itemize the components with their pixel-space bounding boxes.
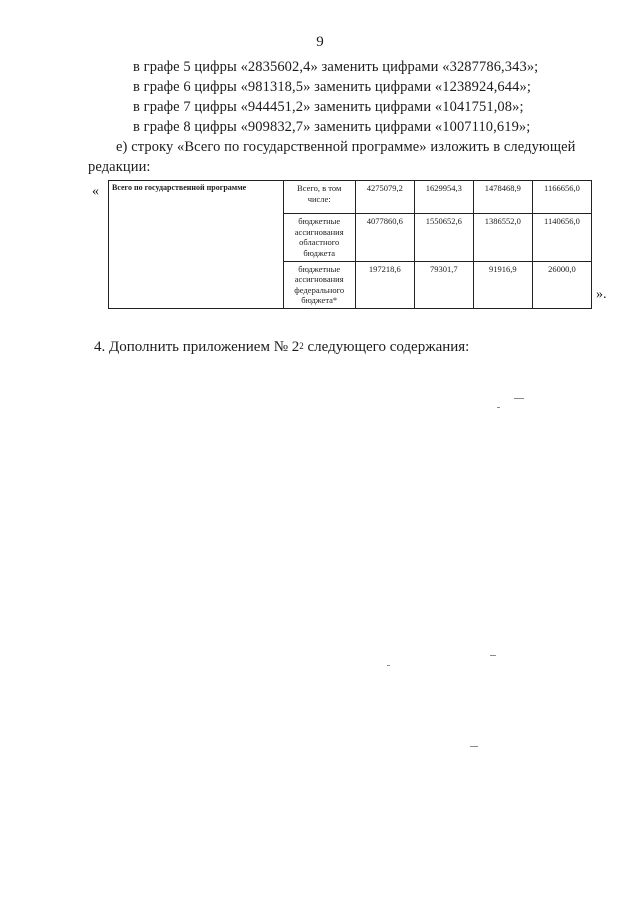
value-cell: 26000,0	[532, 261, 591, 309]
scan-speck	[470, 746, 478, 747]
page-number: 9	[316, 34, 324, 50]
value-cell: 79301,7	[414, 261, 473, 309]
scan-speck	[514, 398, 524, 399]
item-4-text-after: следующего содержания:	[303, 339, 470, 355]
program-name-cell: Всего по государственной программе	[109, 181, 284, 309]
value-cell: 4275079,2	[355, 181, 414, 214]
value-cell: 1140656,0	[532, 214, 591, 262]
text-line-3: в графе 7 цифры «944451,2» заменить цифрами «1041751,08»;	[133, 99, 524, 115]
scan-speck	[387, 665, 390, 666]
text-line-5: е) строку «Всего по государственной программе» изложить в следующей	[116, 139, 576, 155]
text-line-4: в графе 8 цифры «909832,7» заменить цифрами «1007110,619»;	[133, 119, 531, 135]
row-label-cell: бюджетные ассигнования областного бюджета	[283, 214, 355, 262]
row-label-cell: бюджетные ассигнования федерального бюджета*	[283, 261, 355, 309]
text-line-6: редакции:	[88, 159, 151, 175]
row-label-cell: Всего, в том числе:	[283, 181, 355, 214]
item-4-superscript: 2	[299, 341, 304, 351]
value-cell: 4077860,6	[355, 214, 414, 262]
value-cell: 1629954,3	[414, 181, 473, 214]
value-cell: 91916,9	[473, 261, 532, 309]
value-cell: 1478468,9	[473, 181, 532, 214]
item-4-text-before: 4. Дополнить приложением № 2	[94, 339, 300, 355]
table-row	[109, 181, 592, 214]
scan-speck	[490, 655, 496, 656]
text-line-1: в графе 5 цифры «2835602,4» заменить цифрами «3287786,343»;	[133, 59, 539, 75]
value-cell: 1550652,6	[414, 214, 473, 262]
item-4-paragraph	[94, 339, 469, 356]
value-cell: 197218,6	[355, 261, 414, 309]
value-cell: 1386552,0	[473, 214, 532, 262]
scan-speck	[497, 407, 500, 408]
program-budget-table	[108, 180, 592, 309]
value-cell: 1166656,0	[532, 181, 591, 214]
closing-quote: ».	[596, 287, 607, 302]
opening-quote: «	[92, 184, 99, 199]
text-line-2: в графе 6 цифры «981318,5» заменить цифрами «1238924,644»;	[133, 79, 531, 95]
